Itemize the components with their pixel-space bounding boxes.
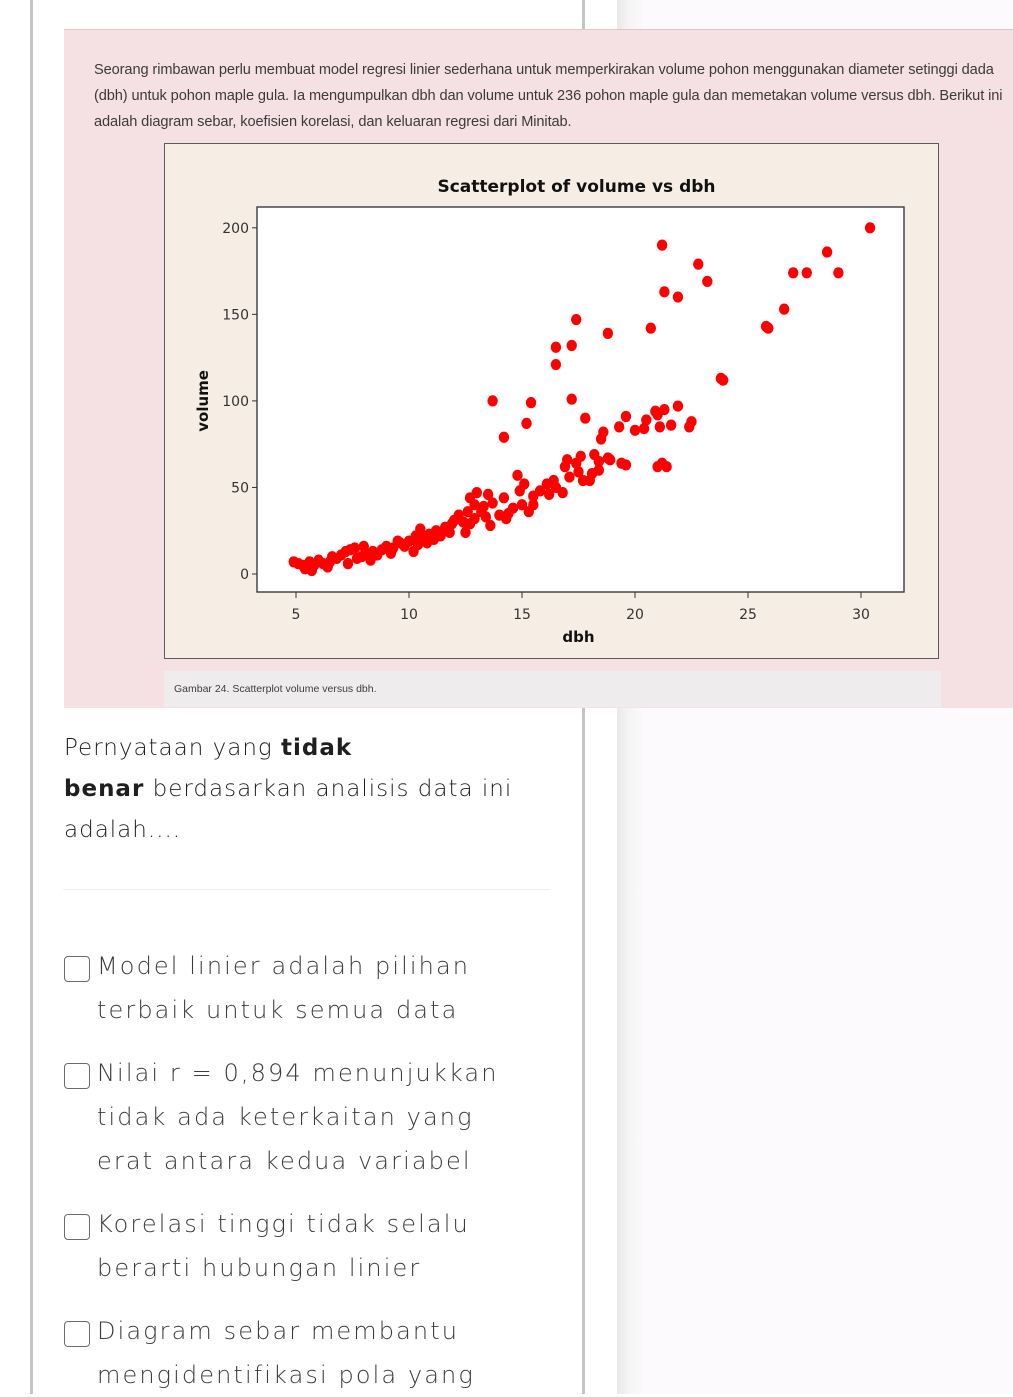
data-point <box>524 506 534 517</box>
option-label: Korelasi tinggi tidak selalu berarti hubungan linier <box>97 1210 470 1282</box>
question-suffix: berdasarkan analisis data ini adalah.... <box>64 776 513 843</box>
data-point <box>571 314 581 325</box>
stimulus-intro-text: Seorang rimbawan perlu membuat model regresi linier sederhana untuk memperkirakan volume pohon menggunakan diameter setinggi dada (dbh) untuk pohon maple gula. Ia mengumpulkan dbh dan volume untuk 236 pohon maple gula dan memetakan volume versus dbh. Berikut ini adalah diagram sebar, koefisien korelasi, dan keluaran regresi dari Minitab. <box>94 62 1003 130</box>
data-point <box>512 470 522 481</box>
question-emphasis-2: benar <box>64 776 145 802</box>
data-point <box>693 259 703 270</box>
data-point <box>788 267 798 278</box>
data-point <box>661 461 671 472</box>
data-point <box>621 459 631 470</box>
y-tick-label: 150 <box>222 307 249 324</box>
data-point <box>673 291 683 302</box>
scatterplot-chart <box>165 144 937 657</box>
data-point <box>485 520 495 531</box>
y-tick-label: 200 <box>222 220 249 237</box>
data-point <box>469 513 479 524</box>
y-tick-label: 0 <box>240 567 249 583</box>
data-point <box>289 556 299 567</box>
checkbox-icon[interactable] <box>64 1321 90 1347</box>
scatterplot-figure <box>164 143 939 659</box>
data-point <box>718 375 728 386</box>
data-point <box>393 536 403 547</box>
data-point <box>408 546 418 557</box>
data-point <box>352 553 362 564</box>
data-point <box>551 342 561 353</box>
data-point <box>521 418 531 429</box>
figure-caption: Gambar 24. Scatterplot volume versus dbh. <box>164 671 941 707</box>
stimulus-panel <box>64 29 1013 708</box>
data-point <box>557 487 567 498</box>
data-point <box>614 421 624 432</box>
data-point <box>564 471 574 482</box>
plot-area <box>257 207 904 592</box>
x-tick-label: 25 <box>739 607 757 623</box>
data-point <box>589 449 599 460</box>
chart-title: Scatterplot of volume vs dbh <box>437 177 716 197</box>
question-emphasis-1: tidak <box>281 735 353 761</box>
data-point <box>526 397 536 408</box>
data-point <box>659 404 669 415</box>
data-point <box>365 555 375 566</box>
y-tick-label: 50 <box>231 480 249 497</box>
data-point <box>435 530 445 541</box>
data-point <box>560 461 570 472</box>
x-axis-label: dbh <box>562 628 595 646</box>
x-tick-label: 30 <box>852 607 870 623</box>
data-point <box>833 267 843 278</box>
checkbox-icon[interactable] <box>64 956 90 982</box>
x-tick-label: 15 <box>513 607 531 623</box>
data-point <box>779 304 789 315</box>
option-1[interactable] <box>64 944 564 1032</box>
data-point <box>567 340 577 351</box>
option-2[interactable] <box>64 1051 564 1183</box>
data-point <box>415 523 425 534</box>
x-tick-label: 10 <box>400 607 418 623</box>
data-point <box>350 542 360 553</box>
option-3[interactable] <box>64 1202 564 1290</box>
data-point <box>652 461 662 472</box>
data-point <box>605 454 615 465</box>
data-point <box>603 328 613 339</box>
data-point <box>802 267 812 278</box>
data-point <box>639 423 649 434</box>
data-point <box>580 413 590 424</box>
answer-options <box>64 944 564 1397</box>
data-point <box>359 541 369 552</box>
data-point <box>444 527 454 538</box>
data-point <box>655 421 665 432</box>
y-tick-label: 100 <box>222 393 249 410</box>
checkbox-icon[interactable] <box>64 1063 90 1089</box>
checkbox-icon[interactable] <box>64 1214 90 1240</box>
data-point <box>343 558 353 569</box>
question-prefix: Pernyataan yang <box>64 735 282 761</box>
option-label: Diagram sebar membantu mengidentifikasi pola yang <box>97 1317 475 1389</box>
data-point <box>596 433 606 444</box>
data-point <box>646 323 656 334</box>
data-point <box>822 246 832 257</box>
data-point <box>386 548 396 559</box>
data-point <box>594 465 604 476</box>
question-text <box>64 728 564 851</box>
x-tick-label: 5 <box>291 607 301 623</box>
question-divider <box>63 889 550 890</box>
data-point <box>585 475 595 486</box>
x-tick-label: 20 <box>626 607 644 623</box>
option-label: Model linier adalah pilihan terbaik untuk semua data <box>97 952 471 1024</box>
data-point <box>763 323 773 334</box>
data-point <box>621 411 631 422</box>
data-point <box>630 425 640 436</box>
left-border-rule <box>30 0 33 1394</box>
y-axis-label: volume <box>194 370 212 432</box>
data-point <box>515 485 525 496</box>
data-point <box>544 489 554 500</box>
data-point <box>322 561 332 572</box>
data-point <box>659 286 669 297</box>
data-point <box>499 432 509 443</box>
data-point <box>666 420 676 431</box>
data-point <box>487 395 497 406</box>
data-point <box>551 359 561 370</box>
data-point <box>865 222 875 233</box>
option-label: Nilai r = 0,894 menunjukkan tidak ada keterkaitan yang erat antara kedua variabel <box>97 1059 499 1175</box>
option-4[interactable] <box>64 1309 564 1397</box>
data-point <box>487 497 497 508</box>
data-point <box>460 527 470 538</box>
data-point <box>327 551 337 562</box>
data-point <box>501 513 511 524</box>
data-point <box>499 492 509 503</box>
data-point <box>657 240 667 251</box>
data-point <box>684 421 694 432</box>
data-point <box>673 400 683 411</box>
data-point <box>702 276 712 287</box>
data-point <box>548 475 558 486</box>
data-point <box>567 394 577 405</box>
data-point <box>307 565 317 576</box>
